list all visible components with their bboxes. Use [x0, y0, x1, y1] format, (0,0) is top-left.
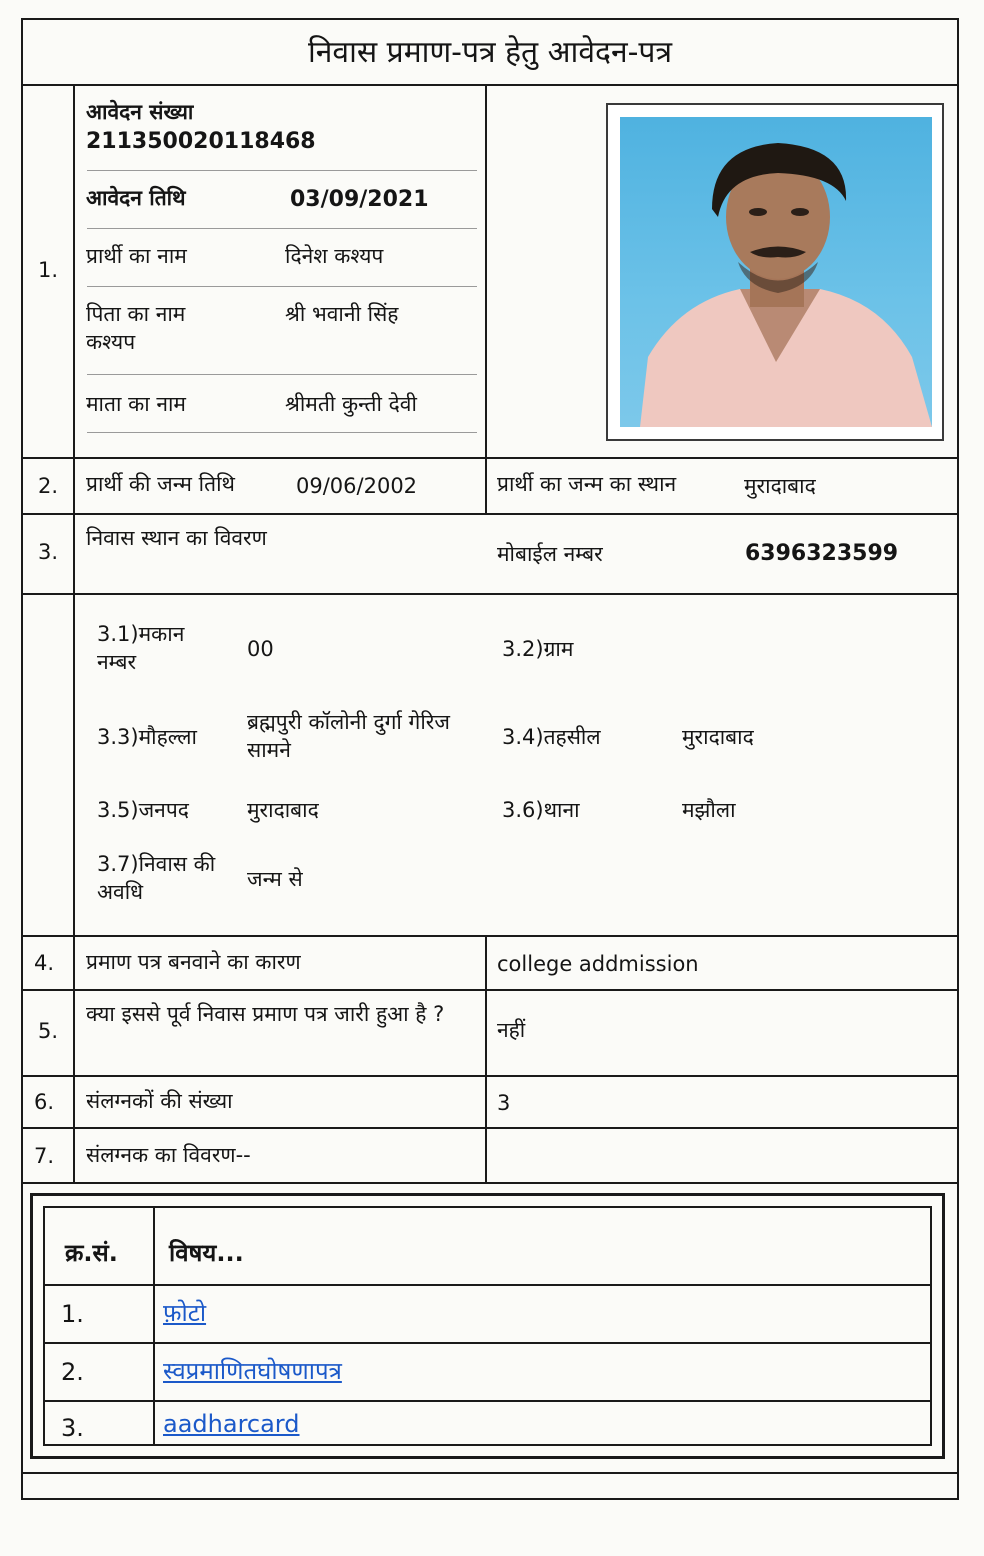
section-number: 6. [34, 1090, 55, 1114]
attachment-link-aadhar[interactable]: aadharcard [163, 1410, 300, 1438]
mohalla-label: 3.3)मौहल्ला [97, 725, 197, 749]
column-divider [153, 1208, 155, 1444]
column-divider [73, 84, 75, 1182]
divider [21, 84, 959, 86]
mobile-label: मोबाईल नम्बर [497, 542, 603, 566]
dob-label: प्रार्थी की जन्म तिथि [86, 472, 235, 496]
attachment-serial: 1. [61, 1300, 84, 1328]
field-separator [87, 432, 477, 433]
previous-certificate-label: क्या इससे पूर्व निवास प्रमाण पत्र जारी हुआ है ? [86, 1002, 445, 1026]
field-separator [87, 228, 477, 229]
residence-details-label: निवास स्थान का विवरण [86, 526, 267, 550]
section-number: 2. [38, 474, 59, 498]
attachment-count-label: संलग्नकों की संख्या [86, 1089, 233, 1113]
field-separator [87, 286, 477, 287]
reason-label: प्रमाण पत्र बनवाने का कारण [86, 950, 301, 974]
police-station-label: 3.6)थाना [502, 798, 580, 822]
attachments-table [30, 1193, 945, 1459]
mother-name-value: श्रीमती कुन्ती देवी [285, 392, 417, 416]
attachment-link-self-declaration[interactable]: स्वप्रमाणितघोषणापत्र [163, 1357, 342, 1385]
attachment-count-value: 3 [497, 1091, 511, 1115]
applicant-photo [620, 117, 932, 427]
section-number: 5. [38, 1019, 59, 1043]
section-number: 1. [38, 258, 59, 282]
birthplace-label: प्रार्थी का जन्म का स्थान [497, 472, 677, 496]
header-serial-no: क्र.सं. [65, 1239, 118, 1267]
application-no-label: आवेदन संख्या [86, 100, 194, 124]
attachment-serial: 3. [61, 1414, 84, 1442]
father-name-label: पिता का नाम [86, 302, 186, 326]
column-divider [485, 935, 487, 1182]
field-separator [87, 170, 477, 171]
village-label: 3.2)ग्राम [502, 637, 574, 661]
attachment-link-photo[interactable]: फ़ोटो [163, 1299, 207, 1327]
tehsil-label: 3.4)तहसील [502, 725, 601, 749]
divider [21, 1472, 959, 1474]
house-no-value: 00 [247, 637, 274, 661]
house-no-label: 3.1)मकान नम्बर [97, 622, 185, 674]
mohalla-value: ब्रह्मपुरी कॉलोनी दुर्गा गेरिज सामने [247, 710, 450, 762]
father-name-value: श्री भवानी सिंह कश्यप [86, 302, 399, 354]
section-number: 3. [38, 540, 59, 564]
residence-duration-label: 3.7)निवास की अवधि [97, 852, 216, 904]
divider [21, 1127, 959, 1129]
reason-value: college addmission [497, 952, 699, 976]
divider [21, 989, 959, 991]
dob-value: 09/06/2002 [296, 474, 418, 498]
section-number: 7. [34, 1144, 55, 1168]
divider [21, 457, 959, 459]
mother-name-label: माता का नाम [86, 392, 186, 416]
applicant-name-value: दिनेश कश्यप [285, 244, 384, 268]
applicant-photo-frame [606, 103, 944, 441]
section-number: 4. [34, 951, 55, 975]
application-date-value: 03/09/2021 [290, 187, 429, 212]
header-subject: विषय... [169, 1239, 244, 1267]
police-station-value: मझौला [682, 798, 736, 822]
column-divider [485, 84, 487, 513]
applicant-name-label: प्रार्थी का नाम [86, 244, 187, 268]
divider [21, 513, 959, 515]
district-label: 3.5)जनपद [97, 798, 189, 822]
attachment-details-label: संलग्नक का विवरण-- [86, 1143, 251, 1167]
district-value: मुरादाबाद [247, 798, 319, 822]
birthplace-value: मुरादाबाद [744, 474, 816, 498]
form-title: निवास प्रमाण-पत्र हेतु आवेदन-पत्र [307, 35, 673, 70]
row-divider [45, 1342, 930, 1344]
field-separator [87, 374, 477, 375]
divider [21, 935, 959, 937]
attachment-serial: 2. [61, 1358, 84, 1386]
application-date-label: आवेदन तिथि [86, 186, 186, 210]
divider [21, 593, 959, 595]
divider [21, 1182, 959, 1184]
mobile-value: 6396323599 [745, 541, 899, 566]
divider [21, 1075, 959, 1077]
application-no-value: 211350020118468 [86, 129, 316, 154]
row-divider [45, 1284, 930, 1286]
residence-duration-value: जन्म से [247, 867, 303, 891]
previous-certificate-value: नहीं [497, 1018, 526, 1042]
tehsil-value: मुरादाबाद [682, 725, 754, 749]
attachments-table-inner [43, 1206, 932, 1446]
row-divider [45, 1400, 930, 1402]
